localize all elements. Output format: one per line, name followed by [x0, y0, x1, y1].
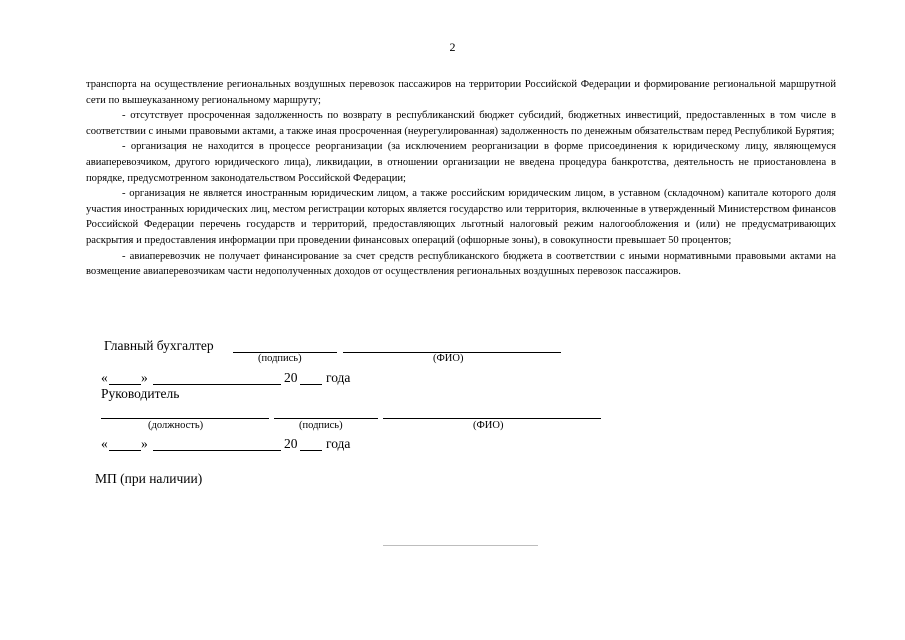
fio-caption: (ФИО) — [473, 420, 504, 431]
date-month-line — [153, 384, 281, 385]
date-open-quote: « — [101, 436, 108, 451]
date-month-line — [153, 450, 281, 451]
fio-caption: (ФИО) — [433, 353, 464, 364]
date-year-line — [300, 384, 322, 385]
date-day-line — [109, 450, 141, 451]
position-caption: (должность) — [148, 420, 204, 431]
head-signature-line — [274, 418, 378, 419]
paragraph: - отсутствует просроченная задолженность по возврату в республиканский бюджет субсидий, бюджетных инвестиций, предоставленных в том числе в соответствии с иными правовыми актами, а также иная просроченная (неурегулированная) задолженность по денежным обязательствам перед Республикой Бурятия; — [86, 110, 836, 137]
page-number: 2 — [449, 40, 456, 54]
year-prefix: 20 — [284, 436, 298, 451]
date-close-quote: » — [141, 436, 148, 451]
paragraph: - авиаперевозчик не получает финансирование за счет средств республиканского бюджета в соответствии с иными нормативными правовыми актами на возмещение авиаперевозчикам части недополученных доходов от осуществления региональных воздушных перевозок пассажиров. — [86, 250, 836, 278]
paragraph: - организация не является иностранным юридическим лицом, а также российским юридическим лицом, в уставном (складочном) капитале которого доля участия иностранных юридических лиц, местом регистрации которых является государство или территория, включенные в утвержденный Министерством финансов Российской Федерации перечень государств и территорий, предоставляющих льготный налоговый режим налогообложения и (или) не предусматривающих раскрытия и предоставления информации при проведении финансовых операций (офшорные зоны), в совокупности превышает 50 процентов; — [86, 188, 836, 246]
date-year-line — [300, 450, 322, 451]
signature-caption: (подпись) — [258, 353, 302, 364]
head-fio-line — [383, 418, 601, 419]
year-prefix: 20 — [284, 370, 298, 385]
date-close-quote: » — [141, 370, 148, 385]
stamp-label: МП (при наличии) — [95, 471, 203, 486]
date-open-quote: « — [101, 370, 108, 385]
head-position-line — [101, 418, 269, 419]
footer-divider — [383, 545, 538, 546]
paragraph: транспорта на осуществление региональных воздушных перевозок пассажиров на территории Российской Федерации и формирование региональной маршрутной сети по вышеуказанному региональному маршруту; — [86, 79, 836, 106]
document-body — [86, 77, 836, 280]
date-day-line — [109, 384, 141, 385]
head-label: Руководитель — [101, 386, 180, 401]
chief-accountant-label: Главный бухгалтер — [104, 338, 214, 353]
paragraph: - организация не находится в процессе реорганизации (за исключением реорганизации в форме присоединения к юридическому лицу, являющемуся авиаперевозчиком, другого юридического лица), ликвидации, в отношении организации не введена процедура банкротства, деятельность не приостановлена в порядке, предусмотренном законодательством Российской Федерации; — [86, 141, 836, 184]
year-suffix: года — [326, 436, 351, 451]
signature-caption: (подпись) — [299, 420, 343, 431]
year-suffix: года — [326, 370, 351, 385]
